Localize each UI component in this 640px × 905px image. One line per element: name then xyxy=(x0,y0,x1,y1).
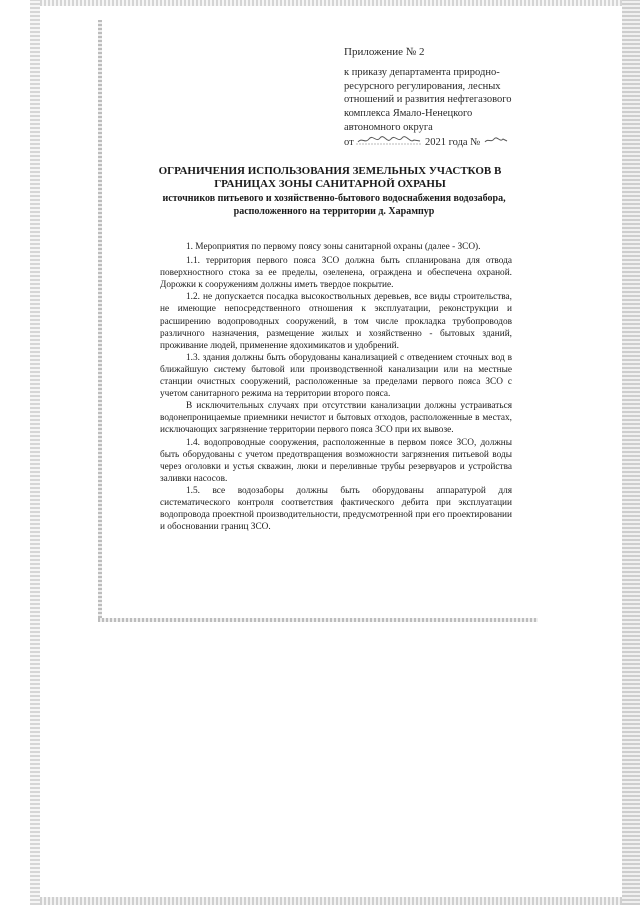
paragraph: 1.2. не допускается посадка высокоствольных деревьев, все виды строительства, не имеющие непосредственного отношения к эксплуатации, реконструкции и расширению водопроводных сооружений, в том числе прокладка трубопроводов различного назначения, размещение жилых и хозяйственно - бытовых зданий, проживание людей, применение ядохимикатов и удобрений. xyxy=(160,292,512,351)
inner-page-bottom-edge xyxy=(98,618,538,622)
date-prefix: от xyxy=(344,136,354,148)
handwritten-date-signature xyxy=(356,135,422,145)
paragraph: В исключительных случаях при отсутствии канализации должны устраиваться водонепроницаемые приемники нечистот и бытовых отходов, расположенные в местах, исключающих загрязнение территории первого пояса ЗСО при их вывозе. xyxy=(160,401,512,436)
scan-left-edge xyxy=(30,0,40,905)
inner-page-left-edge xyxy=(98,20,102,622)
subtitle-line: расположенного на территории д. Харампур xyxy=(233,205,435,217)
title-line: ГРАНИЦАХ ЗОНЫ САНИТАРНОЙ ОХРАНЫ xyxy=(214,178,446,190)
appendix-line: ресурсного регулирования, лесных xyxy=(344,80,501,92)
subtitle-line: источников питьевого и хозяйственно-бытового водоснабжения водозабора, xyxy=(162,193,506,204)
title-line: ОГРАНИЧЕНИЯ ИСПОЛЬЗОВАНИЯ ЗЕМЕЛЬНЫХ УЧАСТКОВ В xyxy=(158,165,502,177)
appendix-title: Приложение № 2 xyxy=(344,46,425,58)
paragraph: 1.1. территория первого пояса ЗСО должна быть спланирована для отвода поверхностного стока за ее пределы, озеленена, ограждена и обеспечена охраной. Дорожки к сооружениям должны иметь твердое покрытие. xyxy=(160,256,512,291)
appendix-line: отношений и развития нефтегазового xyxy=(344,94,512,106)
paragraph: 1.4. водопроводные сооружения, расположенные в первом поясе ЗСО, должны быть оборудованы с учетом предотвращения возможности загрязнения питьевой воды через оголовки и устья скважин, люки и переливные трубы резервуаров и устройства заливки насосов. xyxy=(160,437,512,484)
appendix-date-line xyxy=(344,135,544,150)
appendix-line: комплекса Ямало-Ненецкого xyxy=(344,108,473,120)
document-body xyxy=(160,241,512,533)
date-year: 2021 года № xyxy=(424,136,481,148)
document-title xyxy=(150,165,510,191)
scan-right-edge xyxy=(622,0,640,905)
handwritten-number xyxy=(483,135,509,145)
paragraph: 1. Мероприятия по первому поясу зоны санитарной охраны (далее - ЗСО). xyxy=(186,242,481,252)
paragraph: 1.3. здания должны быть оборудованы канализацией с отведением сточных вод в ближайшую систему бытовой или производственной канализации или на местные станции очистных сооружений, расположенные за пределами первого пояса ЗСО с учетом санитарного режима на территории второго пояса. xyxy=(160,352,512,400)
document-subtitle xyxy=(150,193,518,218)
paragraph: 1.5. все водозаборы должны быть оборудованы аппаратурой для систематического контроля соответствия фактического дебита при эксплуатации водопровода проектной производительности, предусмотренной при его проектировании и обосновании границ ЗСО. xyxy=(160,485,512,533)
scan-top-edge xyxy=(40,0,622,6)
appendix-line: автономного округа xyxy=(344,121,433,133)
appendix-block xyxy=(344,46,544,150)
scan-bottom-edge xyxy=(40,897,622,905)
appendix-line: к приказу департамента природно- xyxy=(344,66,500,78)
